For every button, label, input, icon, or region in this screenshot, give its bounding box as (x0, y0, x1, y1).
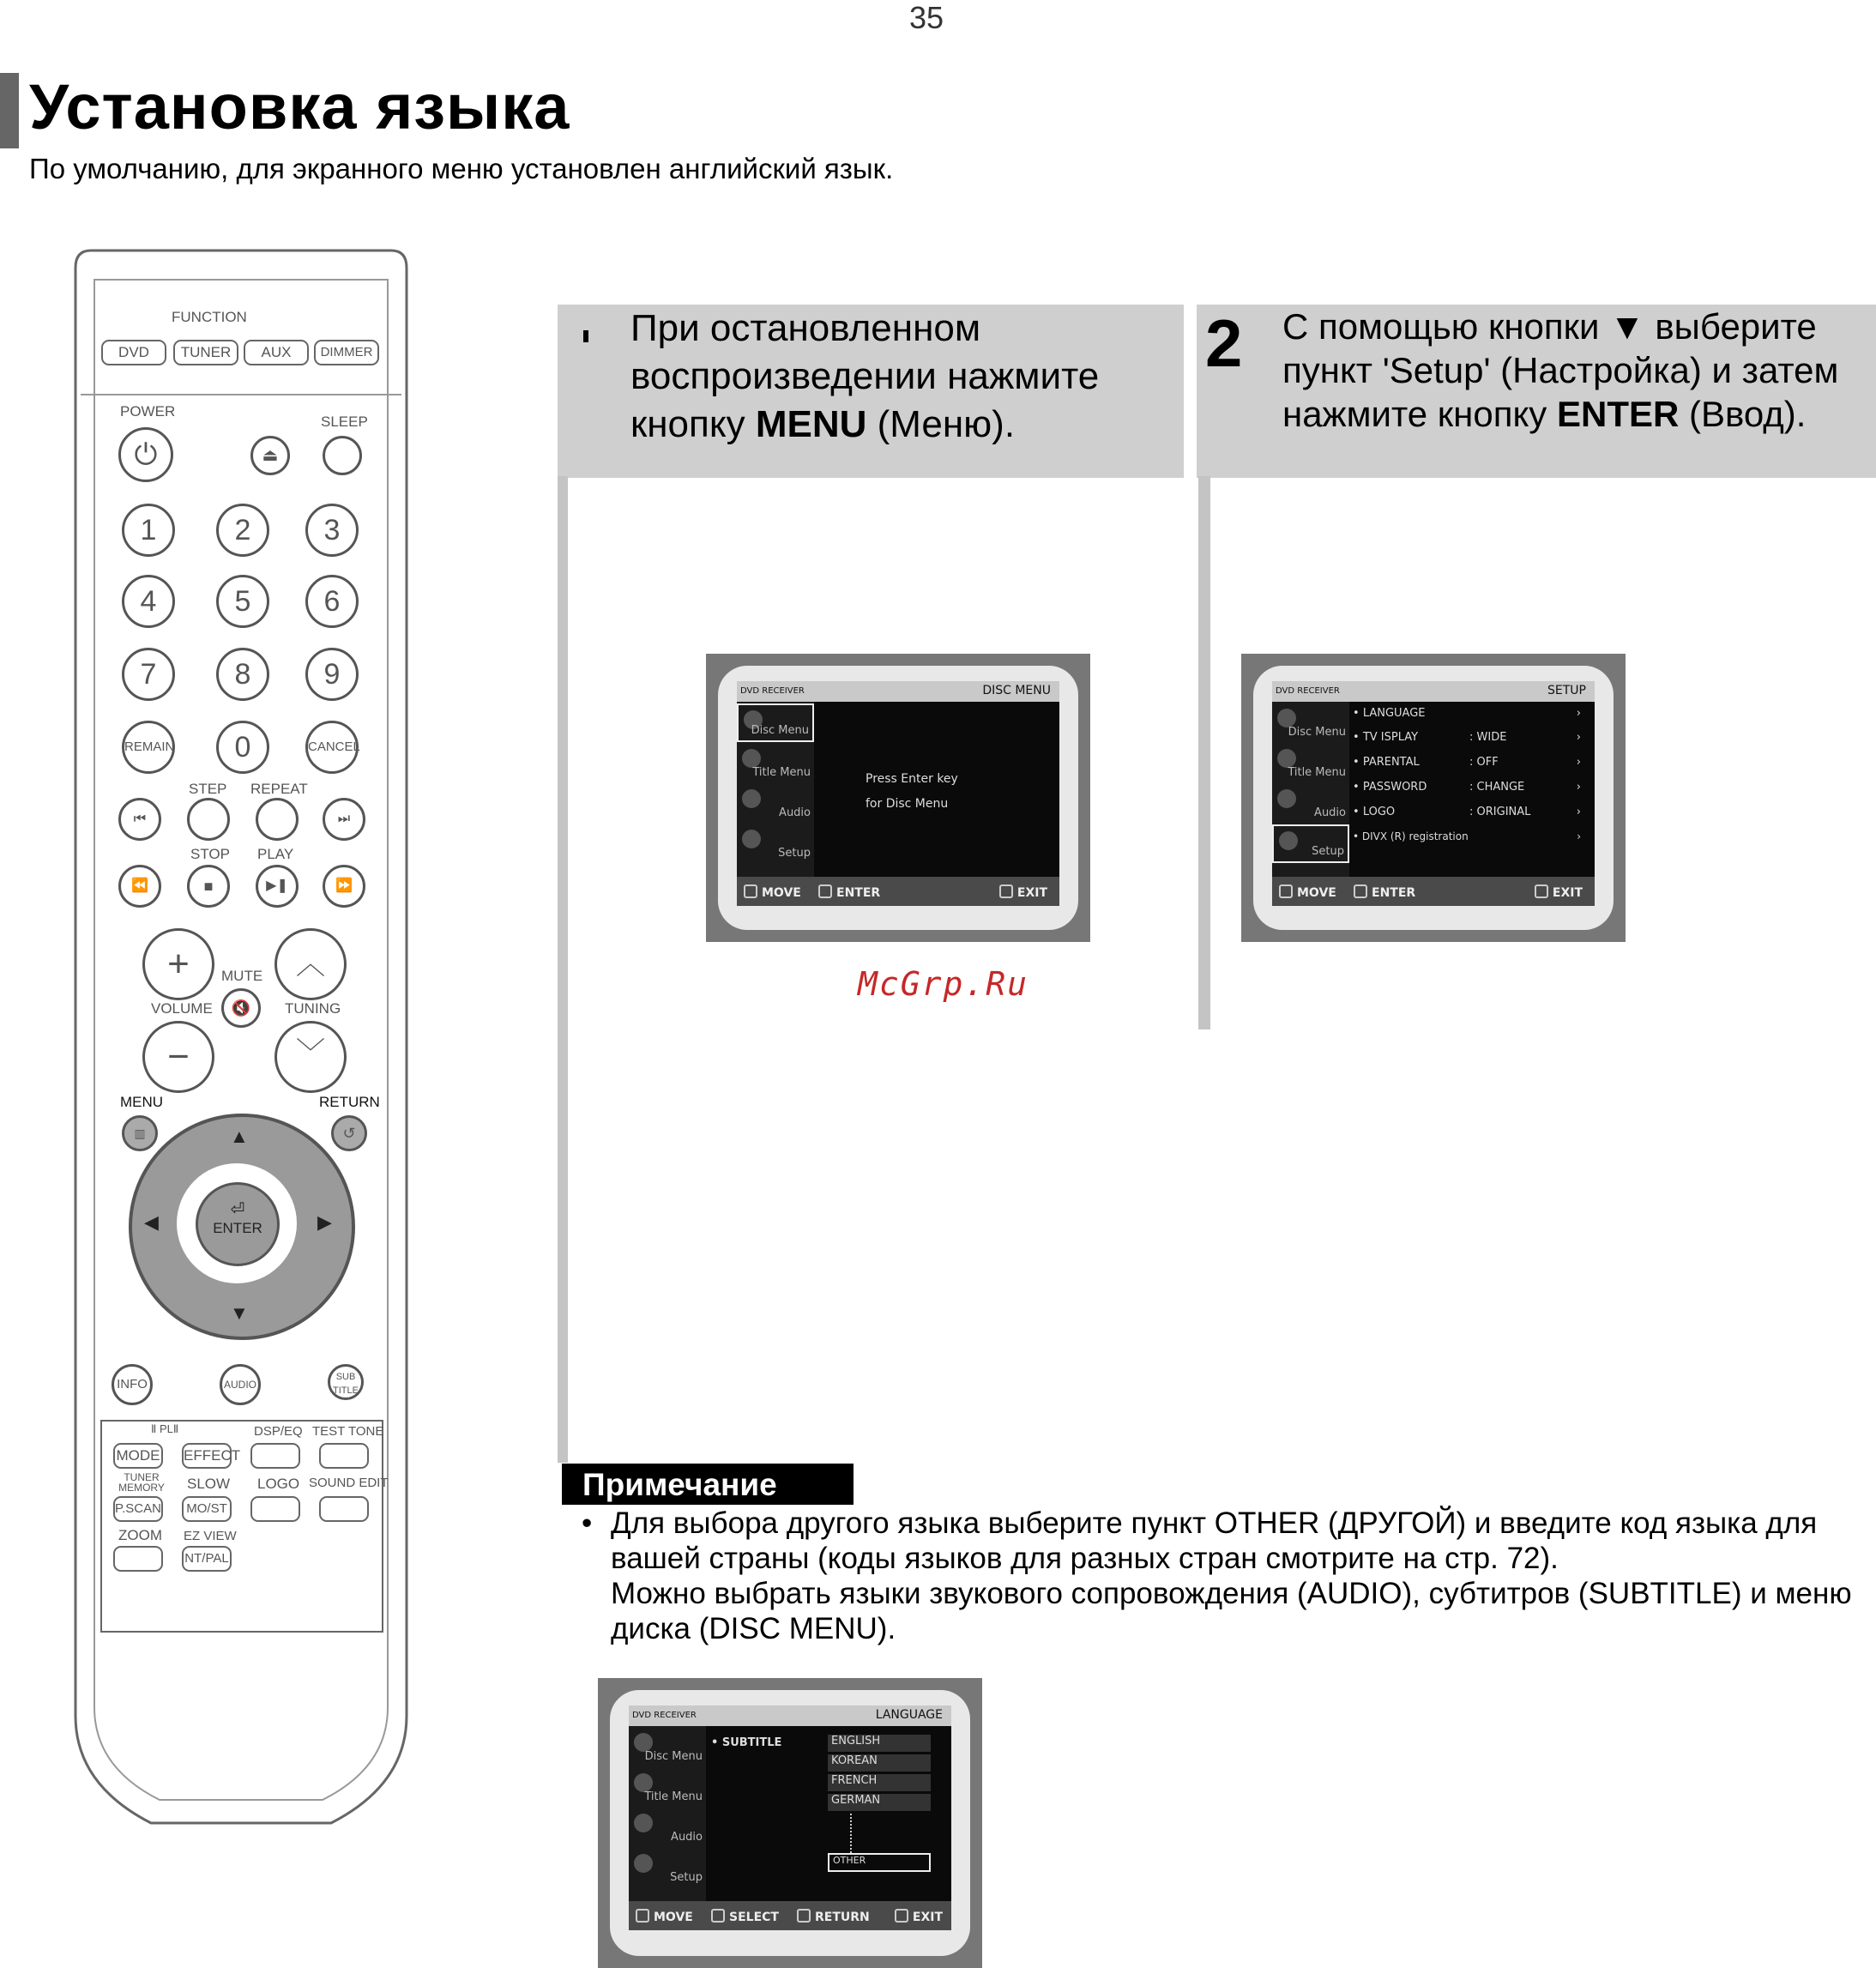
title-icon (1277, 749, 1296, 768)
page-number: 35 (908, 0, 944, 35)
title-icon (742, 749, 761, 768)
note-text2: Можно выбрать языки звукового сопровождения (AUDIO), субтитров (SUBTITLE) и меню диска (DISC MENU). (611, 1577, 1852, 1645)
screen2-sidebar (1272, 702, 1349, 877)
setup-row: • PARENTAL : OFF › (1353, 756, 1581, 769)
title-accent-bar (0, 73, 19, 148)
screen2-side-label: Title Menu (1288, 766, 1346, 779)
dsp-eq-button[interactable] (250, 1443, 300, 1469)
play-pause-button[interactable]: ▶❚ (256, 865, 299, 908)
footer-label: ENTER (1372, 886, 1416, 900)
screen1-side-label: Disc Menu (751, 724, 809, 737)
dsp-eq-label: DSP/EQ (254, 1424, 303, 1439)
step2-text: С помощью кнопки ▼ выберите пункт 'Setup' (Настройка) и затем нажмите кнопку (1282, 306, 1839, 434)
screen1-header (737, 681, 1059, 702)
screen3-footer (629, 1901, 951, 1930)
volume-label: VOLUME (151, 1000, 213, 1017)
screen2-side-setup (1272, 824, 1349, 863)
menu-button[interactable]: ▥ (122, 1115, 158, 1151)
footer-label: EXIT (912, 1911, 943, 1924)
digit-8-button[interactable]: 8 (216, 648, 269, 701)
speaker-icon (634, 1814, 653, 1832)
screen3-tv (610, 1690, 970, 1956)
screen1-side-setup (737, 824, 814, 863)
setup-row: • TV ISPLAY : WIDE › (1353, 731, 1581, 744)
screen2-side-label: Audio (1314, 806, 1346, 819)
screen1-side-title-menu (737, 744, 814, 782)
audio-button[interactable]: AUDIO (220, 1364, 261, 1405)
screen3-item-label: SUBTITLE (721, 1736, 782, 1749)
note-text1: Для выбора другого языка выберите пункт OTHER (ДРУГОЙ) и введите код языка для вашей страны (коды языков для разных стран смотрите на стр. 72). (611, 1506, 1818, 1575)
tuning-label: TUNING (285, 1000, 341, 1017)
screen2-header (1272, 681, 1595, 702)
repeat-button[interactable] (256, 798, 299, 841)
nav-up-icon[interactable]: ▲ (230, 1126, 249, 1147)
screen3-footer-return (797, 1909, 870, 1924)
screen3-side-setup (629, 1849, 706, 1887)
screen1-side-label: Audio (779, 806, 811, 819)
setup-row: • LANGUAGE › (1353, 707, 1581, 720)
screen2-header-title: SETUP (1547, 684, 1586, 697)
prev-track-button[interactable]: ⏮ (118, 798, 161, 841)
footer-label: MOVE (1297, 886, 1336, 900)
screen3-side-label: Audio (671, 1831, 703, 1844)
step2-bold: ENTER (1556, 394, 1680, 434)
slow-label: SLOW (187, 1476, 231, 1492)
gear-icon (634, 1854, 653, 1873)
step-label: STEP (189, 781, 227, 797)
screen2-side-title-menu (1272, 744, 1349, 782)
zoom-label: ZOOM (118, 1527, 162, 1543)
mute-button[interactable]: 🔇 (221, 988, 261, 1028)
screen3-sidebar (629, 1726, 706, 1901)
setup-row-value: OFF (1476, 756, 1499, 769)
exit-icon (895, 1909, 908, 1923)
disc-icon (1277, 709, 1296, 727)
volume-up-button[interactable]: + (142, 928, 214, 1000)
next-track-button[interactable]: ⏭ (323, 798, 365, 841)
zoom-button[interactable] (113, 1546, 163, 1572)
enter-label: ENTER (213, 1220, 262, 1236)
exit-icon (999, 884, 1013, 898)
digit-7-button[interactable]: 7 (122, 648, 175, 701)
screen3-header (629, 1705, 951, 1726)
tuner-memory-label: TUNER MEMORY (118, 1471, 165, 1494)
setup-row-value: WIDE (1476, 731, 1507, 744)
screen1-side-label: Setup (778, 847, 811, 860)
screen3-osd (629, 1705, 951, 1930)
footer-label: EXIT (1016, 886, 1047, 900)
screen2-side-label: Disc Menu (1288, 726, 1346, 739)
p-scan-button[interactable]: P.SCAN (113, 1496, 163, 1522)
enter-button[interactable] (196, 1182, 280, 1266)
move-icon (744, 884, 757, 898)
footer-label: MOVE (654, 1911, 693, 1924)
power-label: POWER (120, 403, 176, 420)
screen3-side-label: Title Menu (644, 1790, 703, 1803)
digit-5-button[interactable]: 5 (216, 575, 269, 628)
screen1-footer-move (744, 884, 801, 900)
screen3-options (828, 1735, 931, 1872)
screen3-side-title-menu (629, 1768, 706, 1807)
screen3-side-label: Disc Menu (644, 1750, 703, 1763)
note-heading-text: Примечание (582, 1467, 777, 1502)
screen2-footer-exit (1535, 884, 1583, 900)
volume-down-button[interactable]: − (142, 1021, 214, 1093)
digit-1-button[interactable]: 1 (122, 504, 175, 557)
step1-text: При остановленном воспроизведении нажмите кнопку (630, 307, 1100, 445)
return-icon (797, 1909, 811, 1923)
mode-button[interactable]: MODE (113, 1443, 163, 1469)
dimmer-button[interactable]: DIMMER (314, 340, 379, 365)
screen3-footer-select (711, 1909, 779, 1924)
screen3-side-label: Setup (670, 1871, 703, 1884)
setup-row-label: PARENTAL (1362, 756, 1420, 769)
screen1-message-line2: for Disc Menu (866, 797, 949, 811)
setup-row-label: TV ISPLAY (1362, 731, 1419, 744)
step1-text-end: (Меню). (866, 403, 1016, 445)
title-icon (634, 1773, 653, 1792)
remote-outline (74, 249, 408, 1827)
language-option: GERMAN (828, 1794, 931, 1811)
nt-pal-button[interactable]: NT/PAL (182, 1546, 232, 1572)
footer-label: EXIT (1552, 886, 1583, 900)
note-heading (562, 1464, 854, 1505)
stop-button[interactable]: ■ (187, 865, 230, 908)
function-label: FUNCTION (172, 309, 247, 325)
nav-left-icon[interactable]: ◀ (144, 1211, 159, 1233)
info-button[interactable]: INFO (112, 1364, 153, 1405)
enter-icon (1354, 884, 1367, 898)
screen1-side-label: Title Menu (752, 766, 811, 779)
step2-vertical-line (1198, 476, 1210, 1029)
digit-6-button[interactable]: 6 (305, 575, 359, 628)
footer-label: MOVE (762, 886, 801, 900)
digit-0-button[interactable]: 0 (216, 721, 269, 774)
screen2-brand: DVD RECEIVER (1276, 686, 1340, 696)
mute-label: MUTE (221, 968, 263, 984)
screen3-footer-move (636, 1909, 693, 1924)
screen1-message-line1: Press Enter key (866, 772, 958, 786)
sound-edit-button[interactable] (319, 1496, 369, 1522)
enter-icon: ⏎ (230, 1200, 245, 1219)
screen1-side-audio (737, 784, 814, 823)
fast-forward-button[interactable]: ⏩ (323, 865, 365, 908)
menu-label: MENU (120, 1094, 164, 1110)
screen2-osd (1272, 681, 1595, 906)
disc-icon (634, 1733, 653, 1752)
screen2-footer (1272, 877, 1595, 906)
tuning-up-button[interactable]: ︿ (274, 928, 347, 1000)
screen2-side-disc-menu (1272, 703, 1349, 742)
screen1-footer-exit (999, 884, 1047, 900)
sound-edit-label: SOUND EDIT (309, 1476, 389, 1490)
step2-text-end: (Ввод). (1679, 394, 1807, 434)
sleep-button[interactable] (323, 436, 362, 475)
screen3-item: • SUBTITLE (711, 1736, 782, 1749)
page-title: Установка языка (29, 71, 570, 142)
tuning-down-button[interactable]: ﹀ (274, 1021, 347, 1093)
note-body (575, 1506, 1861, 1646)
step1-instruction (630, 305, 1179, 449)
screen2-footer-move (1279, 884, 1336, 900)
logo-label: LOGO (257, 1476, 300, 1492)
screen1-frame (706, 654, 1090, 942)
sleep-label: SLEEP (321, 414, 368, 430)
setup-row-value: ORIGINAL (1476, 806, 1531, 818)
screen1-footer (737, 877, 1059, 906)
cancel-button[interactable]: CANCEL (305, 721, 359, 774)
setup-row: • LOGO : ORIGINAL › (1353, 806, 1581, 818)
step-button[interactable] (187, 798, 230, 841)
bullet-icon: • (582, 1506, 593, 1540)
language-option: KOREAN (828, 1754, 931, 1772)
step2-number: 2 (1205, 305, 1243, 381)
language-option: ENGLISH (828, 1735, 931, 1752)
screen2-side-label: Setup (1312, 845, 1344, 858)
page-subtitle: По умолчанию, для экранного меню установлен английский язык. (29, 153, 894, 184)
footer-label: SELECT (729, 1911, 779, 1924)
screen1-brand: DVD RECEIVER (740, 686, 805, 696)
screen2-frame (1241, 654, 1626, 942)
digit-4-button[interactable]: 4 (122, 575, 175, 628)
footer-label: ENTER (836, 886, 881, 900)
step1-vertical-line (558, 476, 568, 1463)
screen2-footer-enter (1354, 884, 1415, 900)
effect-button[interactable]: EFFECT (182, 1443, 232, 1469)
setup-row-label: LOGO (1362, 806, 1396, 818)
move-icon (1279, 884, 1293, 898)
screen3-frame (598, 1678, 982, 1968)
step1-marker (583, 330, 588, 342)
screen1-osd (737, 681, 1059, 906)
language-option: FRENCH (828, 1774, 931, 1791)
screen3-side-disc-menu (629, 1728, 706, 1766)
ez-view-label: EZ VIEW (184, 1529, 237, 1543)
setup-row-label: DIVX (R) registration (1361, 830, 1469, 842)
remote-control (74, 249, 408, 1827)
pl2-label: Ⅱ PLⅡ (151, 1422, 179, 1435)
digit-9-button[interactable]: 9 (305, 648, 359, 701)
repeat-label: REPEAT (250, 781, 308, 797)
digit-3-button[interactable]: 3 (305, 504, 359, 557)
setup-row: • DIVX (R) registration › (1353, 830, 1581, 842)
rewind-button[interactable]: ⏪ (118, 865, 161, 908)
watermark: McGrp.Ru (858, 965, 1029, 1003)
setup-row-label: PASSWORD (1362, 781, 1427, 794)
screen3-footer-exit (895, 1909, 943, 1924)
setup-row-label: LANGUAGE (1362, 707, 1426, 720)
tuner-button[interactable]: TUNER (173, 340, 238, 365)
logo-button[interactable] (250, 1496, 300, 1522)
ellipsis-dots (850, 1814, 931, 1853)
nav-down-icon[interactable]: ▼ (230, 1302, 249, 1324)
speaker-icon (1277, 789, 1296, 808)
return-label: RETURN (319, 1094, 380, 1110)
screen3-brand: DVD RECEIVER (632, 1711, 697, 1720)
setup-row: • PASSWORD : CHANGE › (1353, 781, 1581, 794)
screen1-message (866, 767, 958, 817)
screen3-header-title: LANGUAGE (875, 1708, 943, 1722)
return-button[interactable]: ↺ (331, 1115, 367, 1151)
screen3-side-audio (629, 1808, 706, 1847)
language-option-selected: OTHER (828, 1853, 931, 1872)
mo-st-button[interactable]: MO/ST (182, 1496, 232, 1522)
speaker-icon (742, 789, 761, 808)
digit-2-button[interactable]: 2 (216, 504, 269, 557)
eject-button[interactable]: ⏏ (250, 436, 290, 475)
nav-right-icon[interactable]: ▶ (317, 1211, 332, 1233)
exit-icon (1535, 884, 1548, 898)
remain-button[interactable]: REMAIN (122, 721, 175, 774)
test-tone-label: TEST TONE (312, 1424, 384, 1439)
screen1-sidebar (737, 702, 814, 877)
move-icon (636, 1909, 649, 1923)
setup-row-value: CHANGE (1476, 781, 1525, 794)
gear-icon (1279, 831, 1298, 850)
gear-icon (742, 830, 761, 848)
screen2-side-audio (1272, 784, 1349, 823)
step2-instruction (1282, 305, 1866, 436)
stop-label: STOP (190, 846, 230, 862)
screen1-header-title: DISC MENU (982, 684, 1051, 697)
screen1-tv (718, 666, 1078, 930)
enter-icon (818, 884, 832, 898)
play-label: PLAY (257, 846, 294, 862)
screen2-tv (1253, 666, 1614, 930)
test-tone-button[interactable] (319, 1443, 369, 1469)
footer-label: RETURN (815, 1911, 870, 1924)
screen1-footer-enter (818, 884, 880, 900)
aux-button[interactable]: AUX (244, 340, 309, 365)
select-icon (711, 1909, 725, 1923)
screen1-side-disc-menu (737, 703, 814, 742)
step1-bold: MENU (755, 403, 867, 445)
subtitle-button[interactable]: SUB TITLE (328, 1364, 364, 1400)
power-button[interactable]: ⏻ (118, 427, 173, 482)
dvd-button[interactable]: DVD (101, 340, 166, 365)
